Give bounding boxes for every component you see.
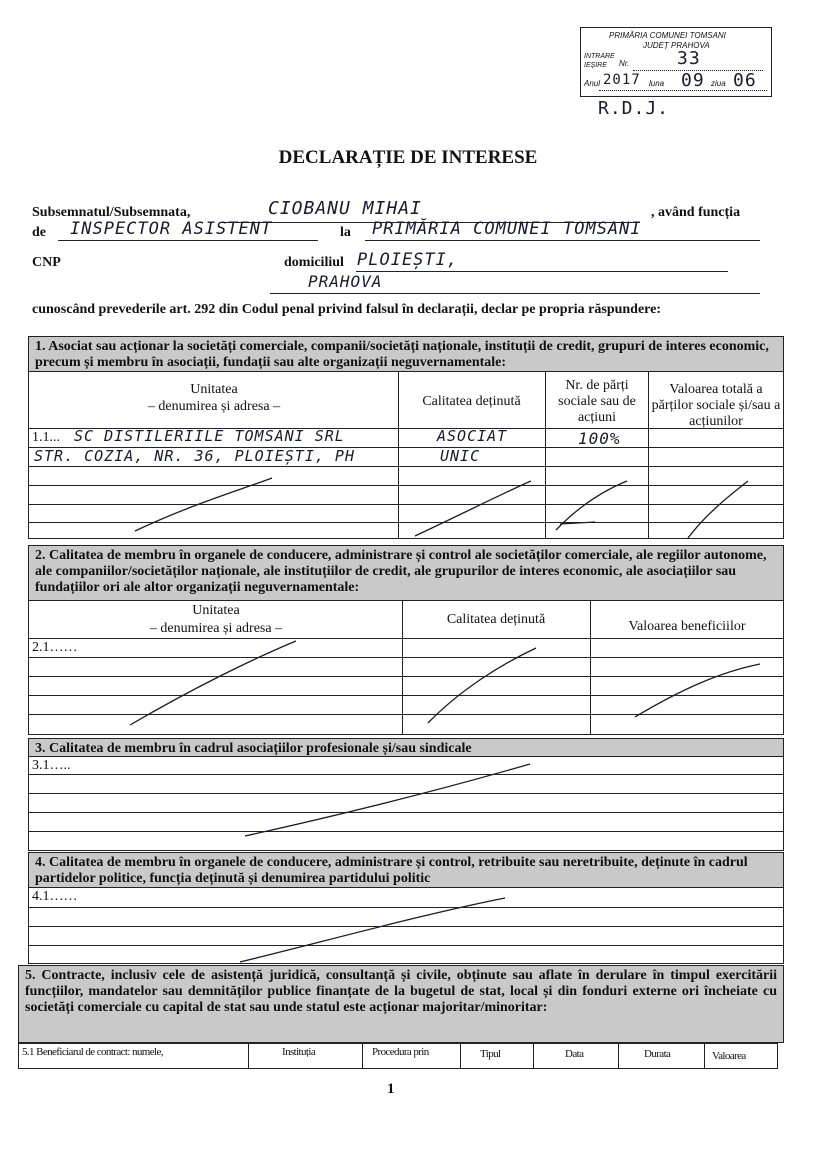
stamp-luna-value: 09 — [681, 70, 705, 91]
s4-cross — [240, 898, 505, 962]
domicile-line2: PRAHOVA — [308, 272, 383, 291]
stamp-ziua-value: 06 — [733, 70, 757, 91]
s1-cross-value — [688, 481, 748, 538]
section4-heading: 4. Calitatea de membru în organele de conducere, administrare și control, retribuite sau neretribuite, deținute în cadrul partidelor politice, funcția deținută și denumirea partidului politic — [28, 852, 784, 888]
domicile-line1: PLOIEȘTI, — [357, 250, 459, 270]
s5-col-procedure: Procedura prin — [372, 1046, 429, 1058]
stamp-line2: JUDEȚ PRAHOVA — [643, 41, 710, 50]
page-title: DECLARAȚIE DE INTERESE — [278, 147, 538, 168]
s5-col-duration: Durata — [644, 1048, 671, 1060]
registration-initials: R.D.J. — [598, 98, 670, 119]
s5-col-type: Tipul — [480, 1048, 501, 1060]
page-number: 1 — [387, 1081, 395, 1097]
subsemnatul-label: Subsemnatul/Subsemnata, — [32, 205, 191, 220]
s1-col-unit: Unitatea — [190, 382, 238, 397]
s2-cross-quality — [428, 648, 536, 723]
stamp-an-label: Anul — [584, 79, 601, 88]
s1-quality-line1: ASOCIAT — [437, 427, 508, 445]
stamp-iesire: IEȘIRE — [584, 62, 607, 69]
stamp-nr-value: 33 — [677, 48, 701, 69]
s1-cross-shares — [556, 481, 627, 530]
s1-unit-line2: STR. COZIA, NR. 36, PLOIEȘTI, PH — [34, 447, 355, 465]
s1-col-quality: Calitatea deținută — [422, 394, 521, 409]
s5-col-value: Valoarea — [712, 1050, 746, 1062]
s1-shares-value: 100% — [578, 429, 621, 448]
s5-col-date: Data — [565, 1048, 584, 1060]
s1-unit-line1: SC DISTILERIILE TOMSANI SRL — [74, 427, 345, 445]
s5-col-beneficiary: 5.1 Beneficiarul de contract: numele, — [22, 1046, 163, 1058]
de-label: de — [32, 225, 46, 240]
s3-cross — [245, 764, 530, 836]
declarant-institution: PRIMĂRIA COMUNEI TOMSANI — [372, 219, 642, 239]
s1-quality-line2: UNIC — [440, 447, 481, 465]
s1-cross-unit — [135, 478, 272, 531]
section1-heading: 1. Asociat sau acționar la societăți comerciale, companii/societăți naționale, instituții de credit, grupuri de interes economic, precum și membru în asociații, fundații sau alte organizații neguvernamentale: — [28, 336, 784, 372]
stamp-luna-label: luna — [649, 79, 665, 88]
stamp-intrare: INTRARE — [584, 53, 615, 60]
declarant-function: INSPECTOR ASISTENT — [70, 219, 273, 239]
s1-col-unit-sub: – denumirea și adresa – — [147, 399, 281, 414]
section2-heading: 2. Calitatea de membru în organele de conducere, administrare și control ale societăților comerciale, ale regiilor autonome, ale companiilor/societăților naționale, ale instituțiilor de credit, ale grupurilor de interes economic, ale asociațiilor sau fundațiilor ori ale altor organizații neguvernamentale: — [28, 545, 784, 601]
s1-col-value: Valoarea totală a părților sociale și/sau a acțiunilor — [651, 382, 781, 429]
s2-cross-benefits — [635, 664, 760, 717]
s2-col-unit: Unitatea — [192, 603, 240, 618]
s4-row-prefix: 4.1…… — [32, 889, 78, 904]
s1-col-shares: Nr. de părți sociale sau de acțiuni — [558, 378, 636, 425]
avand-functia-label: , având funcția — [651, 205, 741, 220]
s2-row-prefix: 2.1…… — [32, 640, 78, 655]
legal-statement: cunoscând prevederile art. 292 din Codul penal privind falsul în declarații, declar pe propria răspundere: — [32, 302, 662, 317]
s2-col-unit-sub: – denumirea și adresa – — [149, 621, 283, 636]
stamp-ziua-label: ziua — [711, 79, 726, 88]
stamp-nr-label: Nr. — [619, 59, 630, 68]
la-label: la — [340, 225, 351, 240]
section3-heading: 3. Calitatea de membru în cadrul asociațiilor profesionale și/sau sindicale — [28, 738, 784, 757]
section5-heading: 5. Contracte, inclusiv cele de asistență juridică, consultanță și civile, obținute sau aflate în derulare în timpul exercitării funcțiilor, mandatelor sau demnităților publice finanțate de la bugetul de stat, local și din fonduri externe ori încheiate cu societăți comerciale cu capital de stat sau unde statul este acționar majoritar/minoritar: — [18, 965, 784, 1043]
domiciliul-label: domiciliul — [284, 255, 344, 270]
s2-col-quality: Calitatea deținută — [446, 612, 546, 627]
s5-col-institution: Instituția — [282, 1046, 316, 1058]
s2-cross-unit — [130, 641, 296, 725]
cnp-label: CNP — [32, 255, 61, 270]
stamp-an-value: 2017 — [603, 72, 641, 88]
s2-col-benefits: Valoarea beneficiilor — [628, 619, 746, 634]
declarant-name: CIOBANU MIHAI — [268, 198, 422, 219]
s3-row-prefix: 3.1….. — [32, 758, 71, 773]
s1-cross-quality — [415, 481, 531, 536]
s1-row-prefix: 1.1... — [32, 430, 60, 445]
stamp-line1: PRIMĂRIA COMUNEI TOMSANI — [609, 31, 726, 40]
